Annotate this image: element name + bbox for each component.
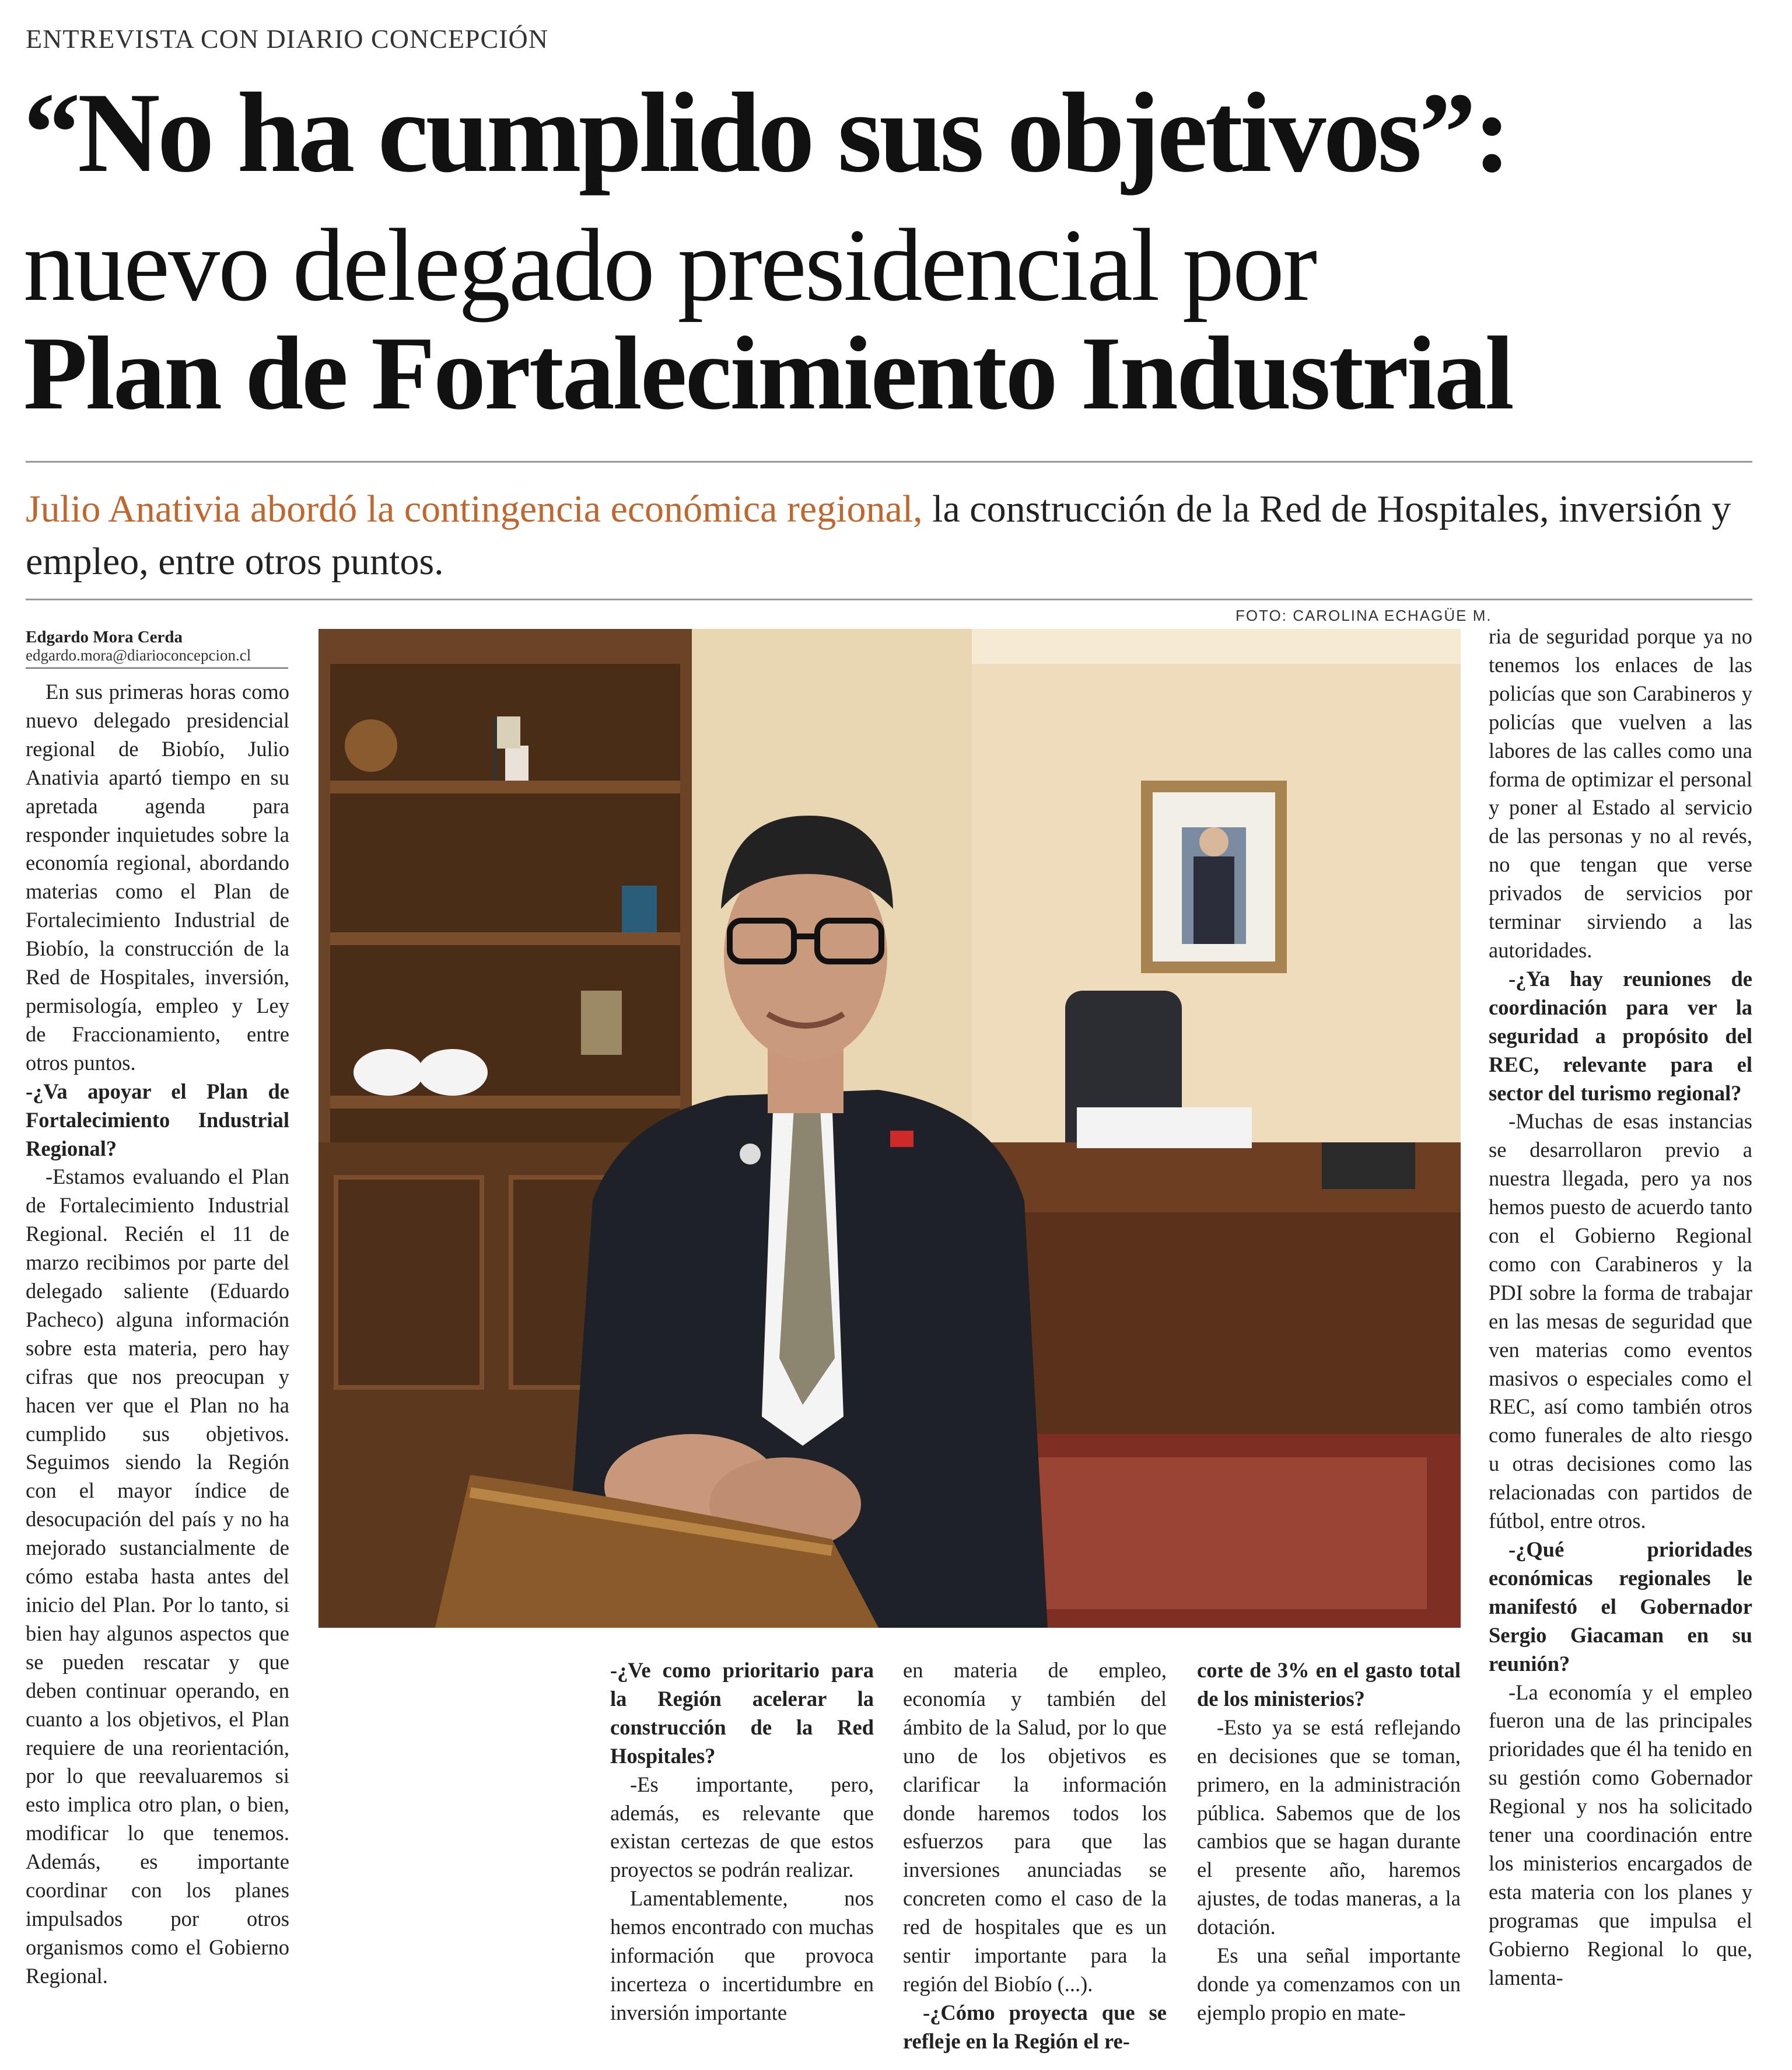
col1-intro: En sus primeras horas como nuevo delegado presidencial regional de Biobío, Julio Anativia apartó tiempo en su apretada agenda para responder inquietudes sobre la economía regional, abordando materias como el Plan de Fortalecimiento Industrial de Biobío, la construcción de la Red de Hospitales, inversión, permisología, empleo y Ley de Fraccionamiento, entre otros puntos. (26, 680, 289, 1075)
headline-line-3: Plan de Fortalecimiento Industrial (23, 315, 1513, 431)
col5-question-2: -¿Qué prioridades económicas regionales le manifestó el Gobernador Sergio Giacaman en su reunión? (1489, 1537, 1752, 1676)
col5-answer-2: -La economía y el empleo fueron una de las principales prioridades que él ha tenido en su gestión como Gobernador Regional y nos ha solicitado tener una coordinación entre los ministerios encargados de esta materia con los planes y programas que impulsa el Gobierno Regional lo que, lamenta- (1489, 1680, 1752, 1989)
column-3 (903, 1656, 1167, 2056)
col5-paragraph: ria de seguridad porque ya no tenemos los enlaces de las policías que son Carabineros y policías que vuelven a las labores de las calles como una forma de optimizar el personal y poner al Estado al servicio de las personas y no al revés, no que tengan que verse privados de servicios por terminar sirviendo a las autoridades. (1489, 624, 1752, 962)
headline-line-2: nuevo delegado presidencial por (23, 207, 1316, 323)
col3-paragraph: en materia de empleo, economía y también del ámbito de la Salud, por lo que uno de los objetivos es clarificar la información donde haremos todos los esfuerzos para que las inversiones anunciadas se concreten como el caso de la red de hospitales que es un sentir importante para la región del Biobío (...). (903, 1658, 1167, 1996)
byline-author: Edgardo Mora Cerda (26, 628, 183, 646)
col5-answer-1: -Muchas de esas instancias se desarrollaron previo a nuestra llegada, pero ya nos hemos puesto de acuerdo tanto con el Gobierno Regional como con Carabineros y la PDI sobre la forma de trabajar en las mesas de seguridad que ven materias como eventos masivos o especiales como el REC, así como también otros como funerales de alto riesgo u otras decisiones como las relacionadas con partidos de fútbol, entre otros. (1489, 1109, 1752, 1533)
article-photo (318, 629, 1461, 1628)
col5-question-1: -¿Ya hay reuniones de coordinación para ver la seguridad a propósito del REC, relevante para el sector del turismo regional? (1489, 966, 1752, 1105)
column-2 (610, 1656, 874, 2027)
column-4 (1197, 1656, 1461, 2027)
subheadline-rest: la construcción de la Red de Hospitales, inversión y empleo, entre otros puntos. (26, 488, 1731, 583)
col4-question: corte de 3% en el gasto total de los ministerios? (1197, 1658, 1461, 1711)
kicker: ENTREVISTA CON DIARIO CONCEPCIÓN (26, 24, 548, 54)
col3-question: -¿Cómo proyecta que se refleje en la Región el re- (903, 2000, 1167, 2053)
col4-answer: -Esto ya se está reflejando en decisiones que se toman, primero, en la administración pública. Sabemos que de los cambios que se hagan durante el presente año, haremos ajustes, de todas maneras, a la dotación. (1197, 1715, 1461, 1939)
headline-line-1: “No ha cumplido sus objetivos”: (23, 69, 1508, 196)
sub-divider (26, 599, 1752, 600)
col2-paragraph: Lamentablemente, nos hemos encontrado con muchas información que provoca incerteza o incertidumbre en inversión importante (610, 1886, 874, 2024)
subheadline-highlight: Julio Anativia abordó la contingencia económica regional, (26, 488, 923, 530)
col2-answer: -Es importante, pero, además, es relevante que existan certezas de que estos proyectos se podrán realizar. (610, 1772, 874, 1882)
top-divider (26, 461, 1752, 463)
byline-email[interactable]: edgardo.mora@diarioconcepcion.cl (26, 646, 251, 664)
byline-divider (26, 667, 288, 669)
col1-answer: -Estamos evaluando el Plan de Fortalecimiento Industrial Regional. Recién el 11 de marzo recibimos por parte del delegado saliente (Eduardo Pacheco) alguna información sobre esta materia, pero hay cifras que nos preocupan y hacen ver que el Plan no ha cumplido sus objetivos. Seguimos siendo la Región con el mayor índice de desocupación del país y no ha mejorado sustancialmente de cómo estaba hasta antes del inicio del Plan. Por lo tanto, si bien hay algunos aspectos que se pueden rescatar y que deben continuar operando, en cuanto a los objetivos, el Plan requiere de una reorientación, por lo que reevaluaremos si esto implica otro plan, o bien, modificar lo que tenemos. Además, es importante coordinar con los planes impulsados por otros organismos como el Gobierno Regional. (26, 1165, 289, 1988)
photo-credit: FOTO: CAROLINA ECHAGÜE M. (1236, 607, 1492, 624)
column-5 (1489, 623, 1752, 1992)
col1-question: -¿Va apoyar el Plan de Fortalecimiento Industrial Regional? (26, 1079, 289, 1160)
column-1 (26, 678, 289, 1991)
col2-question: -¿Ve como prioritario para la Región acelerar la construcción de la Red Hospitales? (610, 1658, 874, 1768)
photo-illustration (318, 629, 1461, 1628)
col4-paragraph: Es una señal importante donde ya comenzamos con un ejemplo propio en mate- (1197, 1943, 1461, 2024)
subheadline (26, 483, 1764, 588)
